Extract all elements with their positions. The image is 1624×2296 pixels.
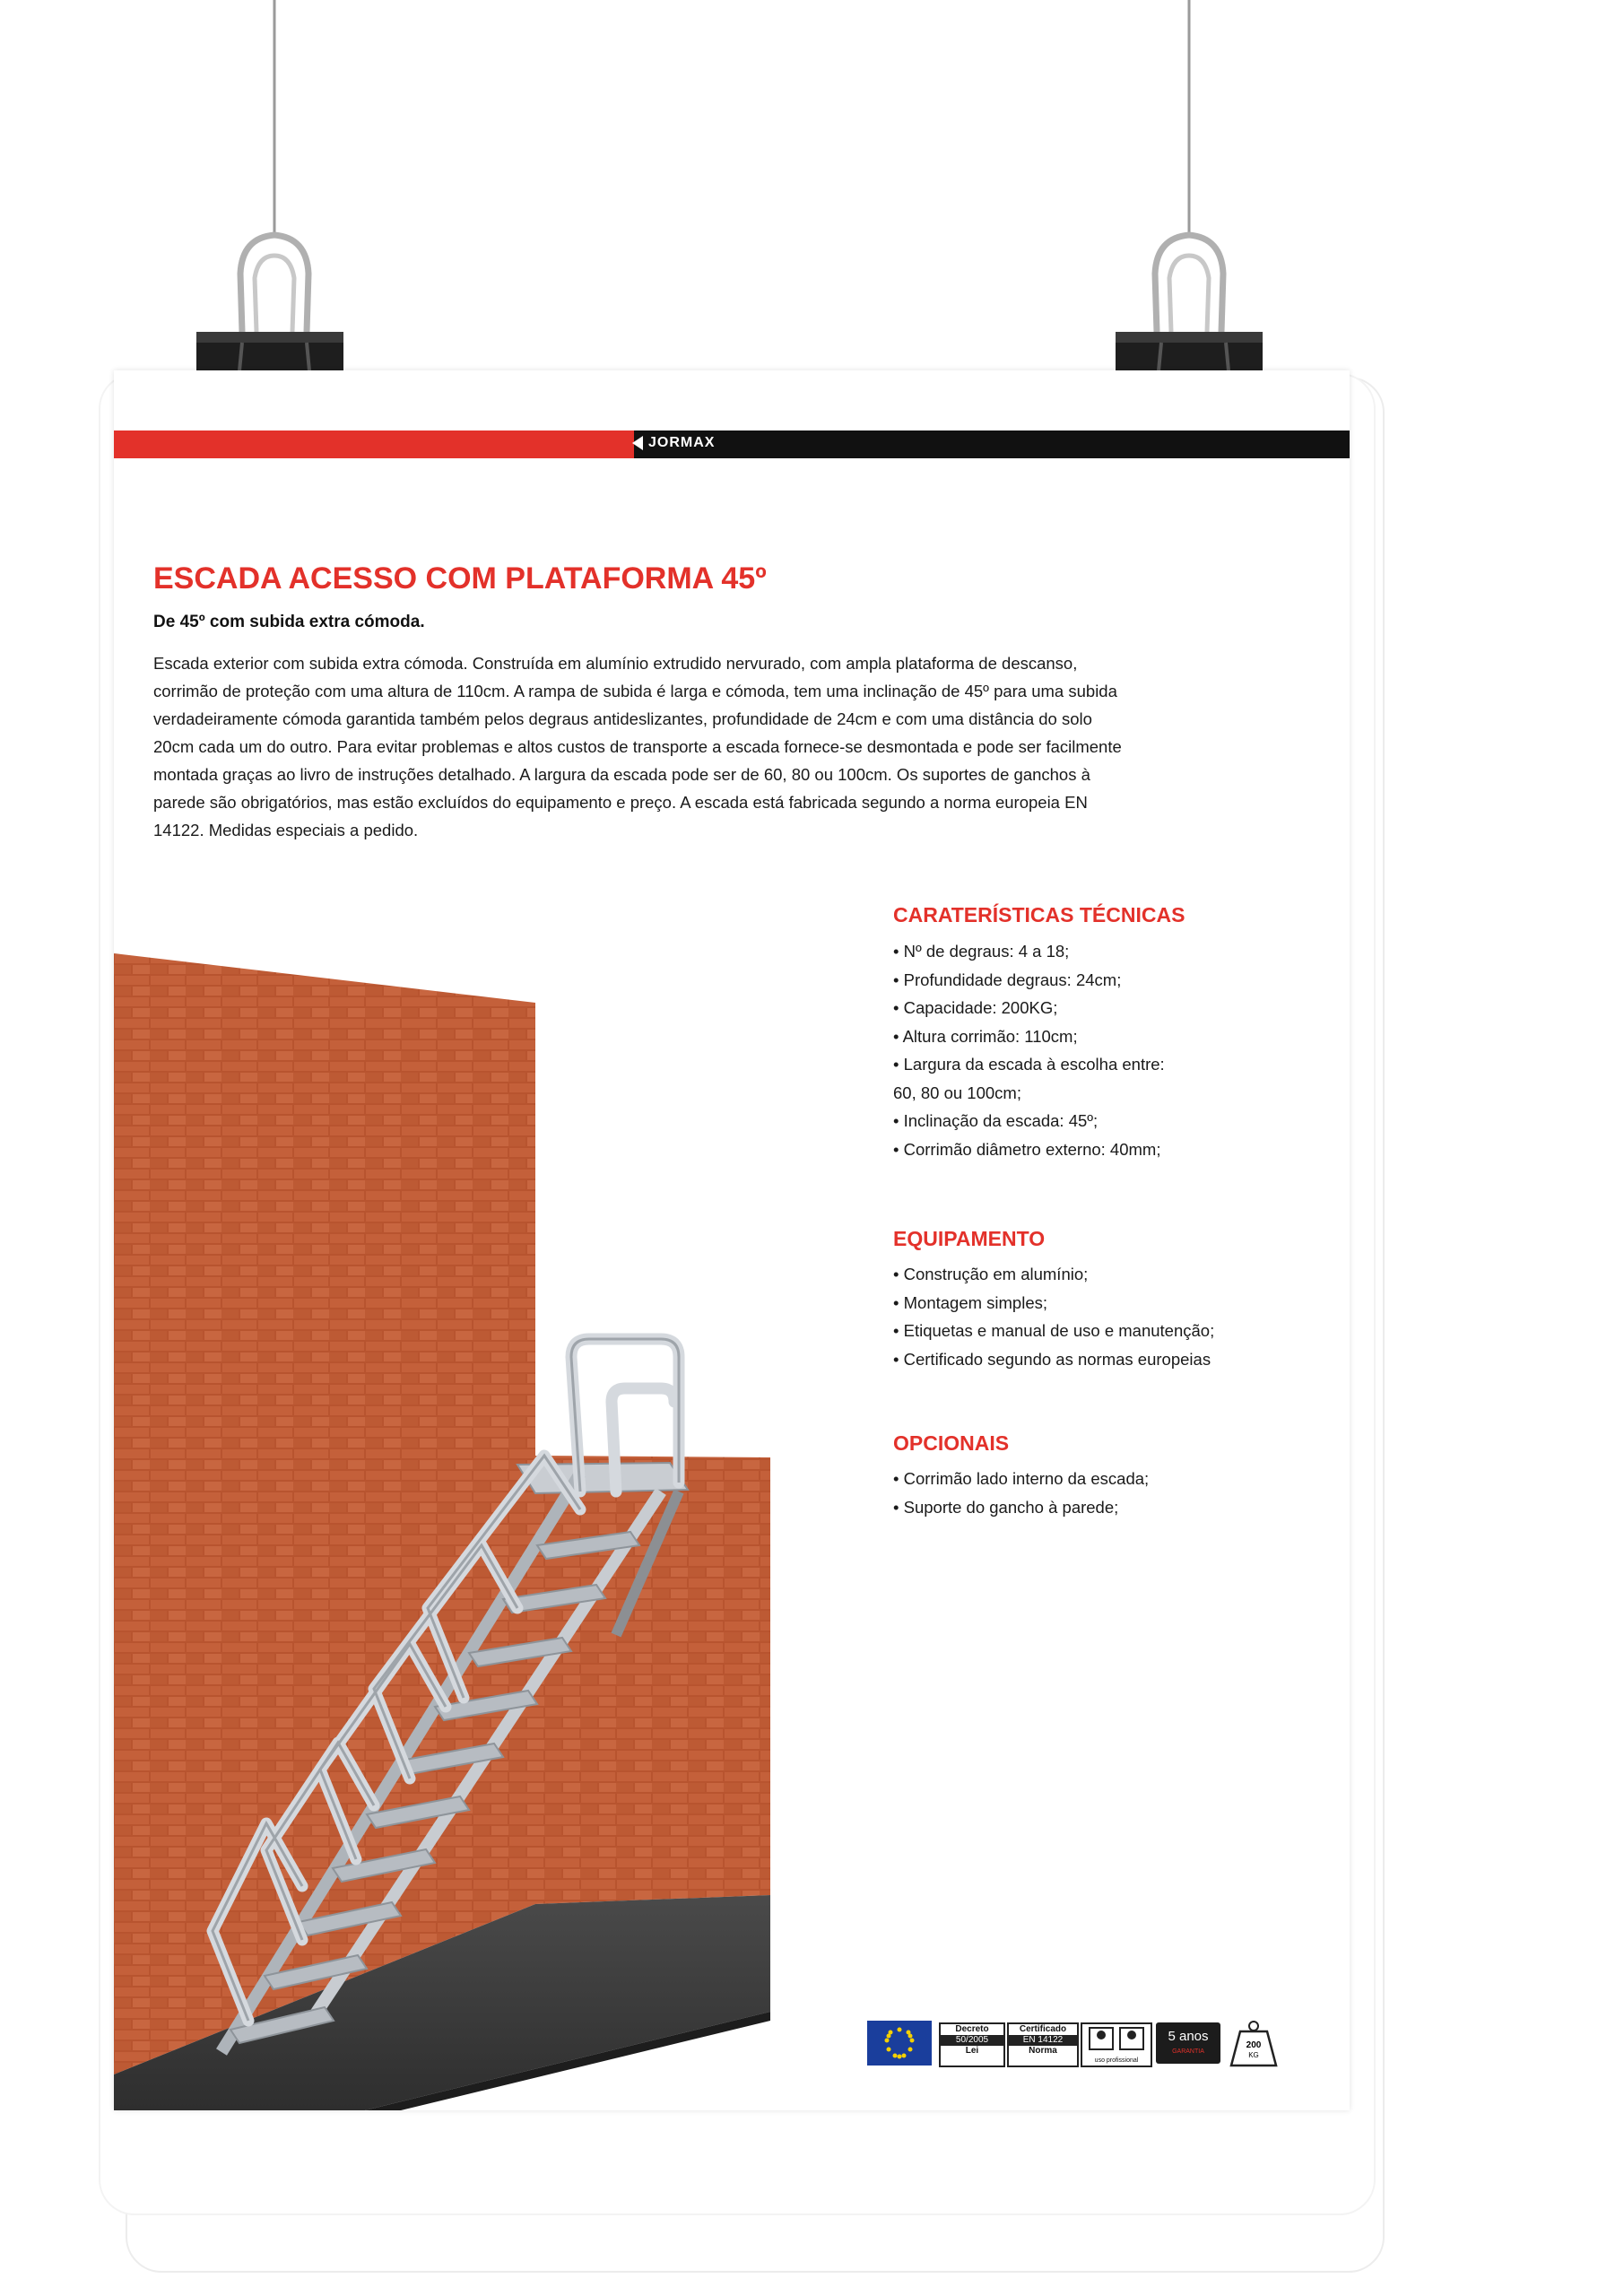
list-item: • Corrimão diâmetro externo: 40mm; — [893, 1139, 1161, 1159]
eu-flag-icon — [867, 2021, 932, 2066]
list-item: • Nº de degraus: 4 a 18; — [893, 942, 1070, 961]
decreto-badge: Decreto 50/2005 Lei — [939, 2022, 1005, 2067]
optional-list — [893, 1465, 1149, 1521]
list-item: • Altura corrimão: 110cm; — [893, 1026, 1078, 1046]
stair-illustration — [114, 953, 813, 2110]
list-item: • Suporte do gancho à parede; — [893, 1497, 1119, 1517]
list-item: • Inclinação da escada: 45º; — [893, 1111, 1099, 1130]
list-item: • Construção em alumínio; — [893, 1265, 1089, 1283]
description-line: corrimão de proteção com uma altura de 110cm. A rampa de subida é larga e cómoda, tem uma inclinação de 45º para uma subida — [153, 682, 1117, 700]
professional-use-badge: uso profissional — [1081, 2022, 1152, 2067]
description — [153, 649, 1274, 844]
logo-arrow-icon — [632, 436, 643, 450]
description-line: parede são obrigatórios, mas estão excluídos do equipamento e preço. A escada está fabricada segundo a norma europeia EN — [153, 793, 1088, 812]
description-line: 14122. Medidas especiais a pedido. — [153, 821, 419, 839]
product-sheet — [114, 370, 1350, 2110]
tech-section-title: CARATERÍSTICAS TÉCNICAS — [893, 903, 1185, 926]
list-item: • Etiquetas e manual de uso e manutenção; — [893, 1321, 1215, 1340]
list-item: 60, 80 ou 100cm; — [893, 1083, 1021, 1102]
equipment-section-title: EQUIPAMENTO — [893, 1227, 1046, 1250]
description-line: Escada exterior com subida extra cómoda. Construída em alumínio extrudido nervurado, com ampla plataforma de descanso, — [153, 654, 1078, 673]
header-bar — [114, 430, 1350, 458]
description-line: montada graças ao livro de instruções detalhado. A largura da escada pode ser de 60, 80 ou 100cm. Os suportes de ganchos à — [153, 765, 1090, 784]
description-line: 20cm cada um do outro. Para evitar problemas e altos custos de transporte a escada fornece-se desmontada e pode ser facilmente — [153, 737, 1122, 756]
list-item: • Profundidade degraus: 24cm; — [893, 970, 1122, 989]
tech-list — [893, 937, 1165, 1163]
page-subtitle: De 45º com subida extra cómoda. — [153, 613, 425, 631]
workers-icon — [1084, 2024, 1149, 2053]
list-item: • Largura da escada à escolha entre: — [893, 1055, 1165, 1074]
warranty-badge: 5 anos GARANTIA — [1156, 2022, 1220, 2064]
page-title: ESCADA ACESSO COM PLATAFORMA 45º — [153, 561, 767, 596]
list-item: • Corrimão lado interno da escada; — [893, 1469, 1150, 1488]
certificado-badge: Certificado EN 14122 Norma — [1007, 2022, 1079, 2067]
list-item: • Certificado segundo as normas europeias — [893, 1349, 1211, 1369]
equipment-list — [893, 1260, 1214, 1373]
certification-badges — [867, 2019, 1298, 2073]
brand-logo: JORMAX — [632, 435, 715, 451]
list-item: • Montagem simples; — [893, 1292, 1048, 1312]
optional-section-title: OPCIONAIS — [893, 1431, 1010, 1455]
description-line: verdadeiramente cómoda garantida também pelos degraus antideslizantes, profundidade de 24cm e com uma distância do solo — [153, 709, 1092, 728]
weight-capacity-icon: 200 KG — [1228, 2019, 1280, 2069]
list-item: • Capacidade: 200KG; — [893, 998, 1058, 1017]
header-accent — [114, 430, 634, 458]
